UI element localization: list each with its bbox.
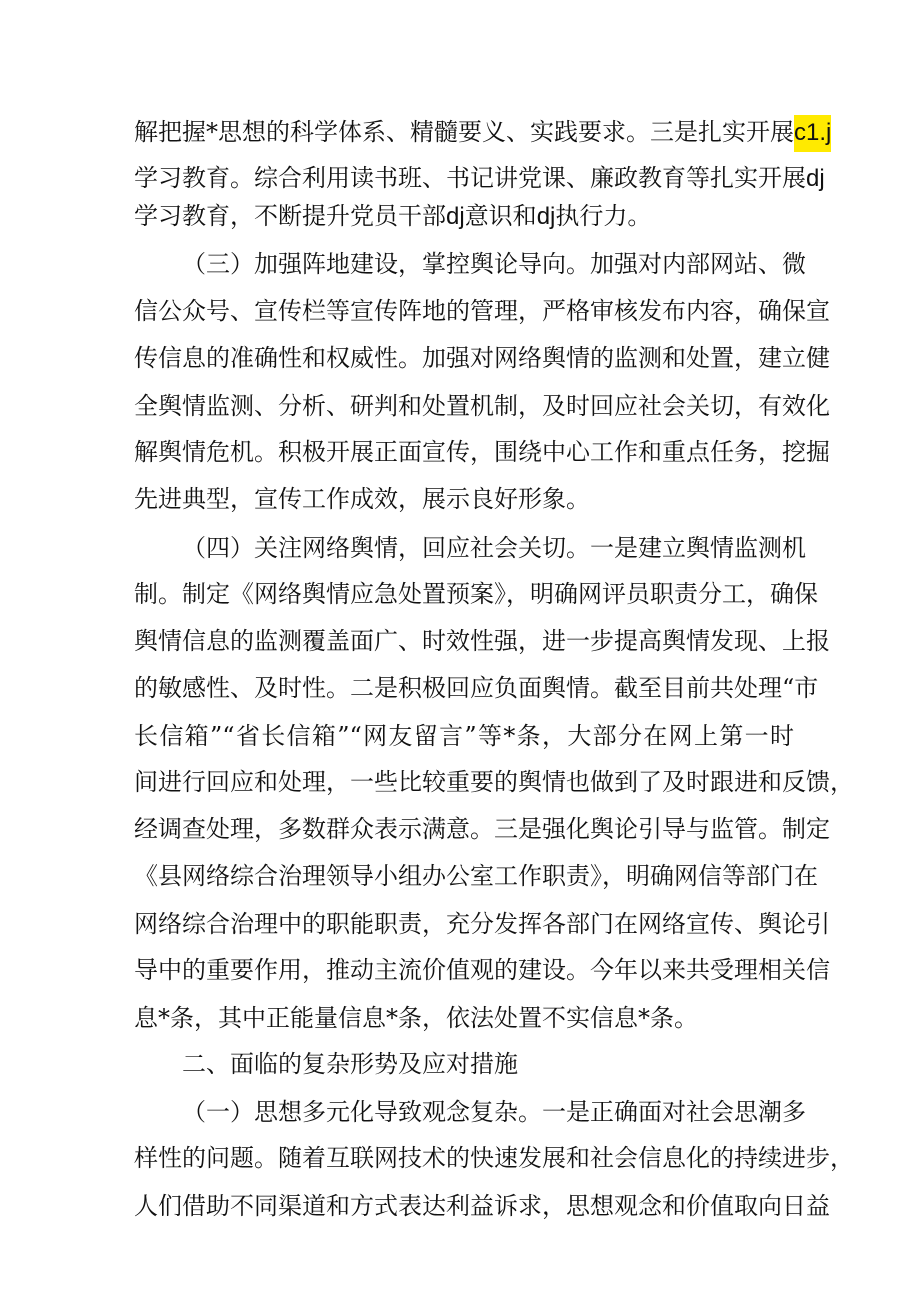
paragraph-4-line-8: 《县网络综合治理领导小组办公室工作职责》，明确网信等部门在 — [134, 862, 818, 890]
paragraph-4-line-11: 息*条，其中正能量信息*条，依法处置不实信息*条。 — [134, 1004, 698, 1032]
paragraph-3-line-2: 信公众号、宣传栏等宣传阵地的管理，严格审核发布内容，确保宣 — [134, 297, 830, 325]
paragraph-3-line-6: 先进典型，宣传工作成效，展示良好形象。 — [134, 485, 590, 513]
paragraph-4-line-10: 导中的重要作用，推动主流价值观的建设。今年以来共受理相关信 — [134, 956, 830, 984]
text-line-3 — [134, 194, 794, 238]
text-segment: 学习教育，不断提升党员干部 — [134, 202, 446, 230]
highlighted-text: c1.j — [794, 115, 831, 152]
text-segment: 学习教育。综合利用读书班、书记讲党课、廉政教育等扎实开展 — [134, 164, 806, 192]
paragraph-4-line-7: 经调查处理，多数群众表示满意。三是强化舆论引导与监管。制定 — [134, 815, 830, 843]
paragraph-4-line-5: 长信箱”“省长信箱”“网友留言”等*条，大部分在网上第一时 — [134, 722, 794, 750]
text-segment: 执行力。 — [555, 202, 652, 230]
paragraph-4-line-3: 舆情信息的监测覆盖面广、时效性强，进一步提高舆情发现、上报 — [134, 627, 830, 655]
paragraph-4-line-9: 网络综合治理中的职能职责，充分发挥各部门在网络宣传、舆论引 — [134, 910, 830, 938]
text-segment: 解把握*思想的科学体系、精髓要义、实践要求。三是扎实开展 — [134, 118, 794, 146]
section-heading: 二、面临的复杂形势及应对措施 — [182, 1050, 518, 1078]
paragraph-3-line-1: （三）加强阵地建设，掌控舆论导向。加强对内部网站、微 — [182, 250, 806, 278]
paragraph-4-line-2: 制。制定《网络舆情应急处置预案》，明确网评员职责分工，确保 — [134, 580, 818, 608]
paragraph-5-line-3: 人们借助不同渠道和方式表达利益诉求，思想观念和价值取向日益 — [134, 1192, 830, 1220]
paragraph-3-line-4: 全舆情监测、分析、研判和处置机制，及时回应社会关切，有效化 — [134, 392, 830, 420]
text-segment: dj — [806, 165, 825, 192]
paragraph-5-line-1: （一）思想多元化导致观念复杂。一是正确面对社会思潮多 — [182, 1098, 806, 1126]
paragraph-3-line-3: 传信息的准确性和权威性。加强对网络舆情的监测和处置，建立健 — [134, 344, 830, 372]
paragraph-5-line-2: 样性的问题。随着互联网技术的快速发展和社会信息化的持续进步， — [134, 1144, 854, 1172]
paragraph-4-line-1: （四）关注网络舆情，回应社会关切。一是建立舆情监测机 — [182, 534, 806, 562]
text-segment: dj — [446, 203, 465, 230]
text-segment: 意识和 — [464, 202, 537, 230]
paragraph-3-line-5: 解舆情危机。积极开展正面宣传，围绕中心工作和重点任务，挖掘 — [134, 438, 830, 466]
text-line-1 — [134, 110, 832, 154]
paragraph-4-line-6: 间进行回应和处理，一些比较重要的舆情也做到了及时跟进和反馈， — [134, 768, 854, 796]
paragraph-4-line-4: 的敏感性、及时性。二是积极回应负面舆情。截至目前共处理“市 — [134, 674, 819, 702]
text-segment: dj — [536, 203, 556, 230]
